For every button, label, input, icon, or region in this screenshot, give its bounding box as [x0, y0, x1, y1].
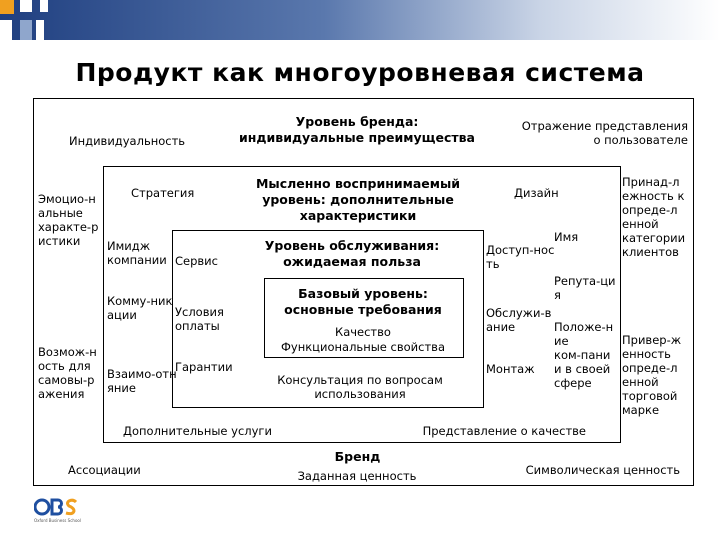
design-label: Дизайн	[514, 186, 559, 200]
decor-square	[0, 20, 12, 40]
header-gradient-bar	[0, 0, 720, 40]
strategy-label: Стратегия	[131, 186, 195, 200]
positioning-label: Положе-н ие ком-пани и в своей сфере	[554, 320, 614, 390]
store-commitment-label: Привер-ж енность опреде-л енной торговой марке	[622, 333, 682, 417]
belonging-label: Принад-л ежность к опреде-л енной категории клиентов	[622, 175, 686, 259]
consultation-label: Консультация по вопросам использования	[277, 373, 443, 401]
decor-square	[36, 20, 44, 40]
service-level-title: Уровень обслуживания: ожидаемая польза	[264, 238, 440, 269]
quality-representation-label: Представление о качестве	[422, 424, 586, 438]
logo-text	[34, 496, 36, 497]
brand-label: Бренд	[334, 449, 381, 464]
decor-square	[40, 0, 48, 12]
individuality-label: Индивидуальность	[69, 134, 186, 148]
decor-square	[20, 0, 32, 12]
communications-label: Комму-ник ации	[107, 294, 173, 322]
installation-label: Монтаж	[486, 362, 535, 376]
emotional-label: Эмоцио-н альные характе-р истики	[38, 192, 99, 248]
decor-square	[20, 20, 32, 40]
quality-label: Качество	[335, 325, 391, 339]
obs-logo	[34, 496, 96, 526]
page-title: Продукт как многоуровневая система	[75, 58, 645, 87]
maintenance-label: Обслужи-в ание	[486, 306, 552, 334]
reputation-label: Репута-ци я	[554, 274, 616, 302]
user-reflection-label: Отражение представления о пользователе	[521, 119, 688, 147]
extra-services-label: Дополнительные услуги	[123, 424, 272, 438]
functional-properties-label: Функциональные свойства	[281, 340, 445, 354]
company-image-label: Имидж компании	[107, 239, 167, 267]
associations-label: Ассоциации	[68, 463, 141, 477]
decor-square	[0, 0, 14, 14]
logo-subtitle: Oxford Business School	[34, 518, 81, 523]
perceived-level-title: Мысленно воспринимаемый уровень: дополнительные характеристики	[255, 176, 461, 223]
relationships-label: Взаимо-отн яние	[107, 367, 177, 395]
brand-level-title: Уровень бренда: индивидуальные преимущества	[239, 114, 475, 145]
availability-label: Доступ-нос ть	[486, 243, 555, 271]
symbolic-value-label: Символическая ценность	[525, 463, 680, 477]
service-label: Сервис	[175, 254, 218, 268]
self-expression-label: Возмож-н ость для самовы-р ажения	[38, 345, 97, 401]
base-level-title: Базовый уровень: основные требования	[284, 286, 442, 317]
payment-terms-label: Условия оплаты	[175, 305, 224, 333]
name-label: Имя	[554, 230, 579, 244]
warranty-label: Гарантии	[175, 360, 233, 374]
given-value-label: Заданная ценность	[297, 469, 417, 483]
